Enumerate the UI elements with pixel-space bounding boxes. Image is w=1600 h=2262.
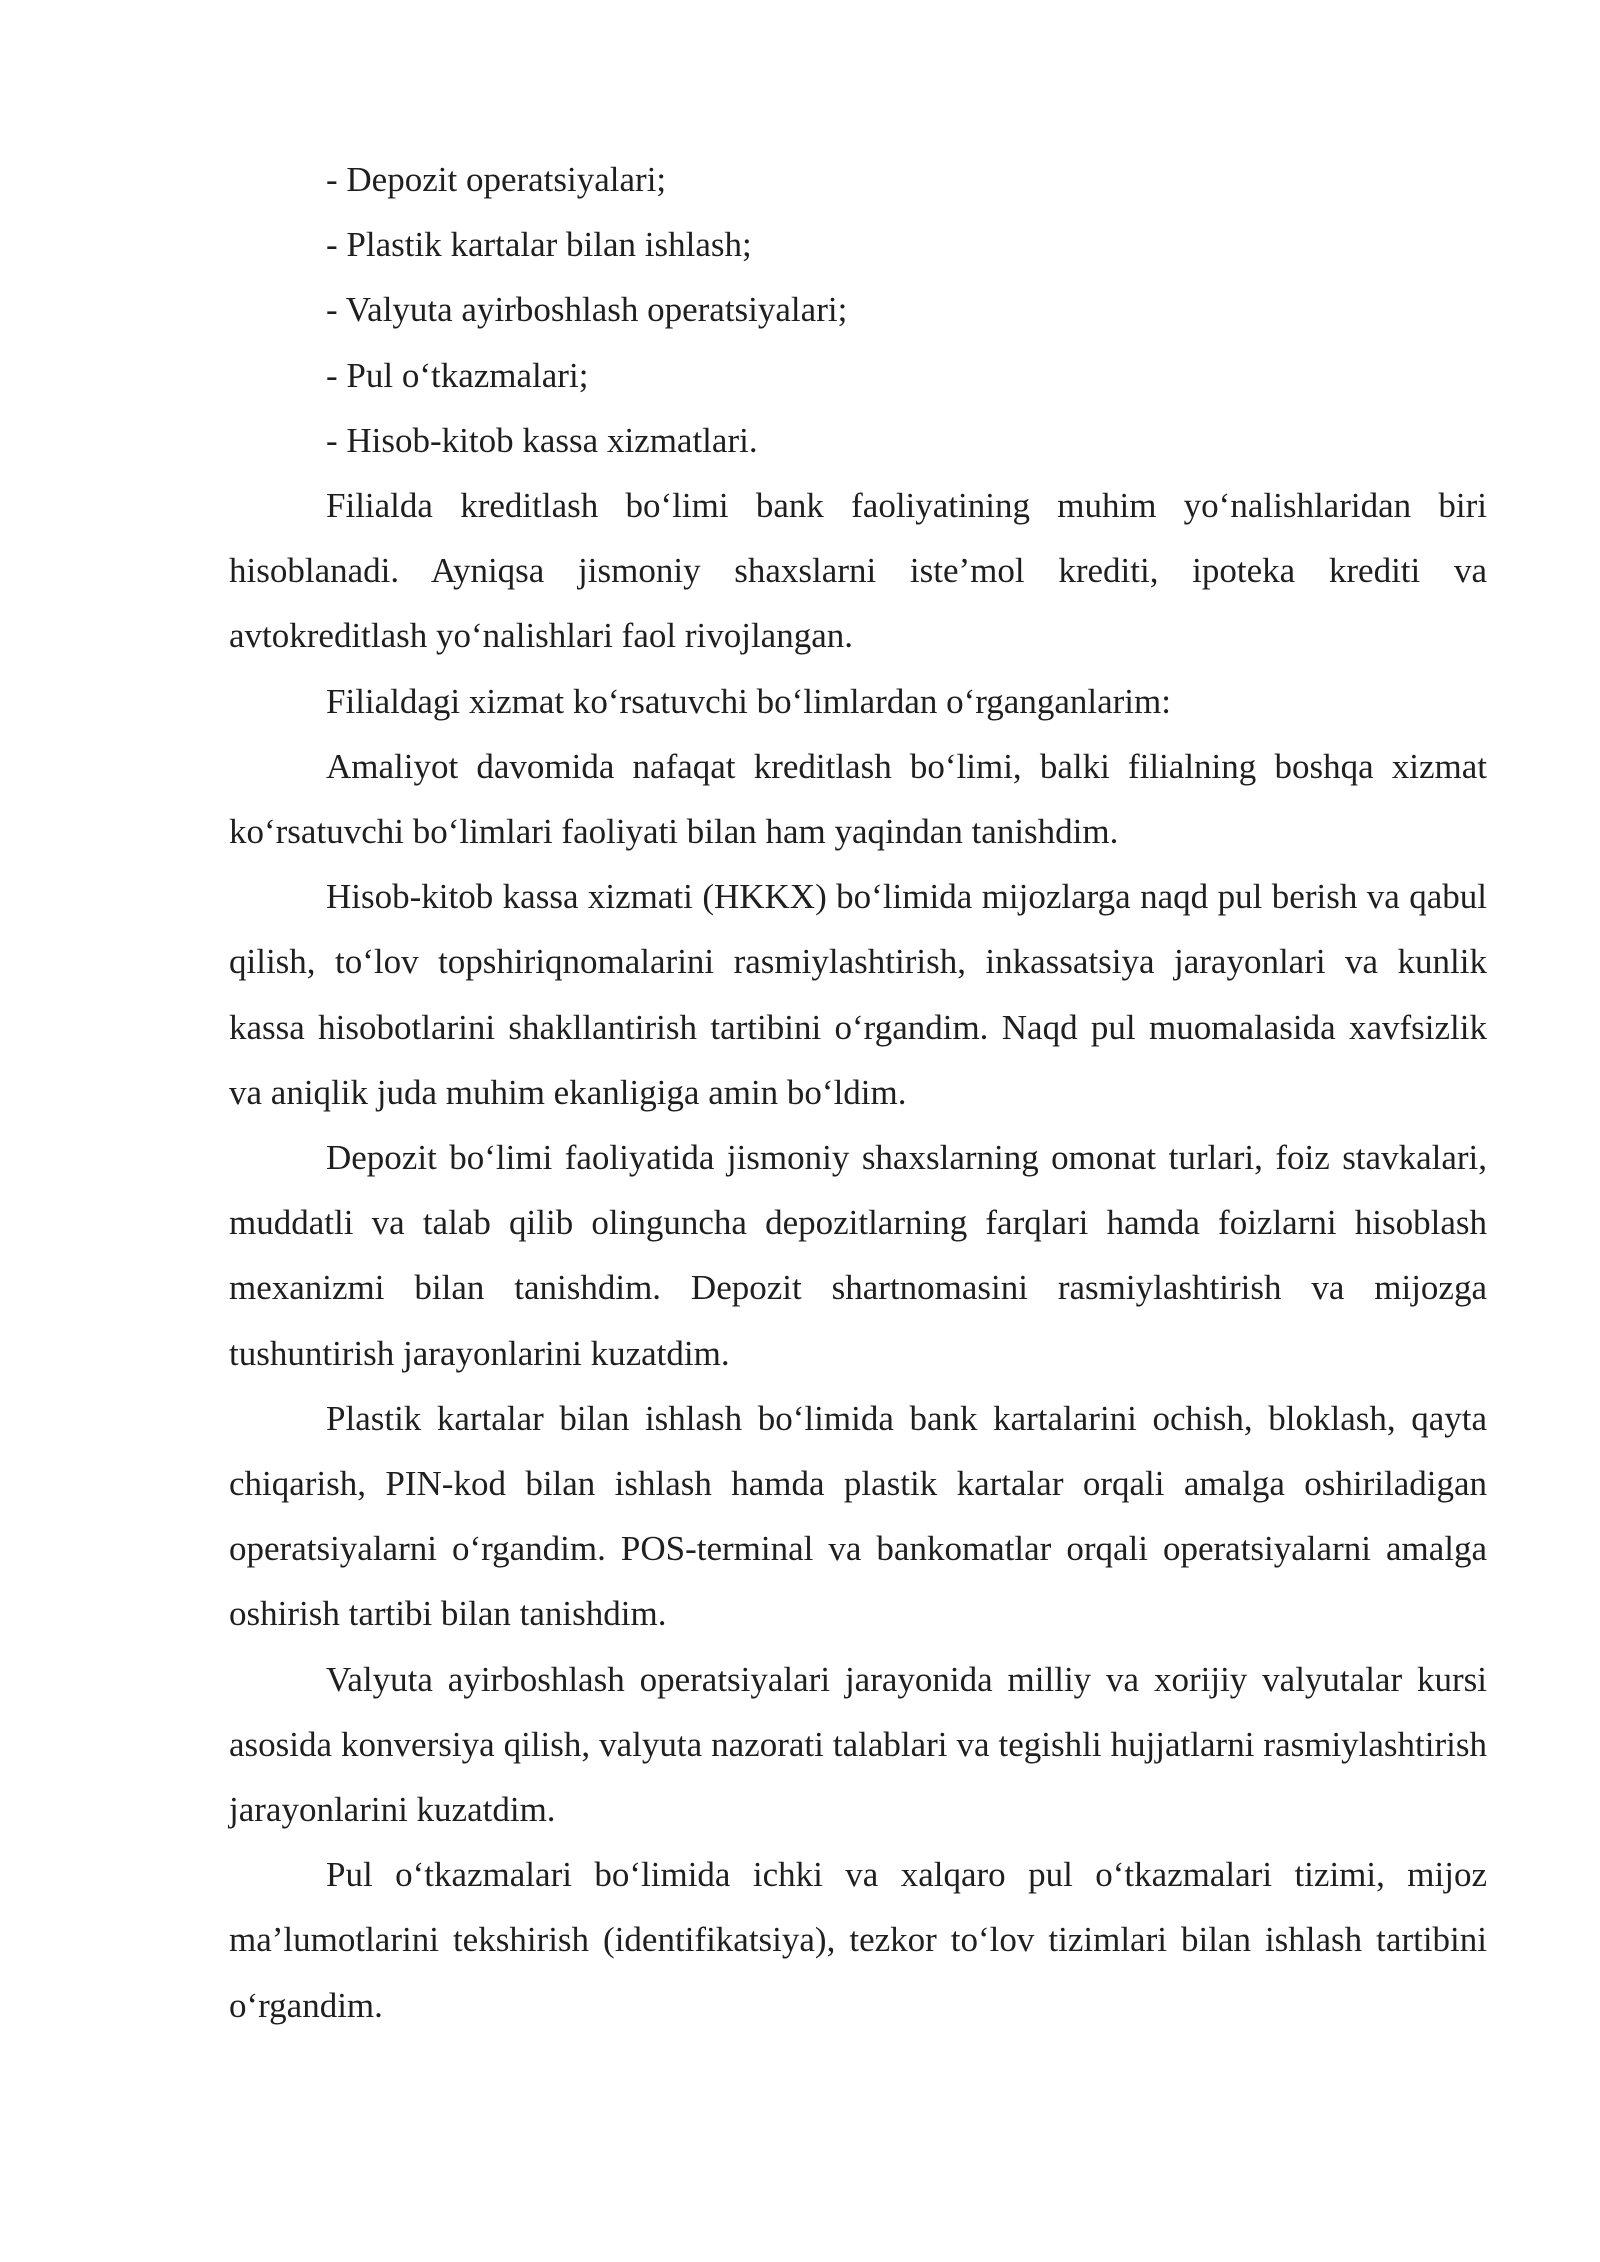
paragraph: Depozit bo‘limi faoliyatida jismoniy shaxslarning omonat turlari, foiz stavkalari, muddatli va talab qilib olinguncha depozitlarning farqlari hamda foizlarni hisoblash mexanizmi bilan tanishdim. Depozit shartnomasini rasmiylashtirish va mijozga tushuntirish jarayonlarini kuzatdim. [229,1138,1487,1373]
bullet-item: - Hisob-kitob kassa xizmatlari. [326,420,758,460]
paragraph: Pul o‘tkazmalari bo‘limida ichki va xalqaro pul o‘tkazmalari tizimi, mijoz ma’lumotlarini tekshirish (identifikatsiya), tezkor to‘lov tizimlari bilan ishlash tartibini o‘rgandim. [229,1855,1487,2025]
bullet-item: - Plastik kartalar bilan ishlash; [326,225,752,265]
page-content [229,147,1487,2038]
bullet-item: - Pul o‘tkazmalari; [326,355,589,395]
paragraph: Plastik kartalar bilan ishlash bo‘limida bank kartalarini ochish, bloklash, qayta chiqarish, PIN-kod bilan ishlash hamda plastik kartalar orqali amalga oshiriladigan operatsiyalarni o‘rgandim. POS-terminal va bankomatlar orqali operatsiyalarni amalga oshirish tartibi bilan tanishdim. [229,1398,1487,1634]
paragraph: Hisob-kitob kassa xizmati (HKKX) bo‘limida mijozlarga naqd pul berish va qabul qilish, to‘lov topshiriqnomalarini rasmiylashtirish, inkassatsiya jarayonlari va kunlik kassa hisobotlarini shakllantirish tartibini o‘rgandim. Naqd pul muomalasida xavfsizlik va aniqlik juda muhim ekanligiga amin bo‘ldim. [229,877,1487,1112]
paragraph: Valyuta ayirboshlash operatsiyalari jarayonida milliy va xorijiy valyutalar kursi asosida konversiya qilish, valyuta nazorati talablari va tegishli hujjatlarni rasmiylashtirish jarayonlarini kuzatdim. [229,1659,1487,1830]
paragraph: Filialdagi xizmat ko‘rsatuvchi bo‘limlardan o‘rganganlarim: [326,681,1171,721]
paragraph: Amaliyot davomida nafaqat kreditlash bo‘limi, balki filialning boshqa xizmat ko‘rsatuvchi bo‘limlari faoliyati bilan ham yaqindan tanishdim. [229,746,1487,852]
paragraph: Filialda kreditlash bo‘limi bank faoliyatining muhim yo‘nalishlaridan biri hisoblanadi. Ayniqsa jismoniy shaxslarni iste’mol krediti, ipoteka krediti va avtokreditlash yo‘nalishlari faol rivojlangan. [229,486,1487,656]
bullet-item: - Depozit operatsiyalari; [326,160,667,199]
bullet-item: - Valyuta ayirboshlash operatsiyalari; [326,290,848,330]
